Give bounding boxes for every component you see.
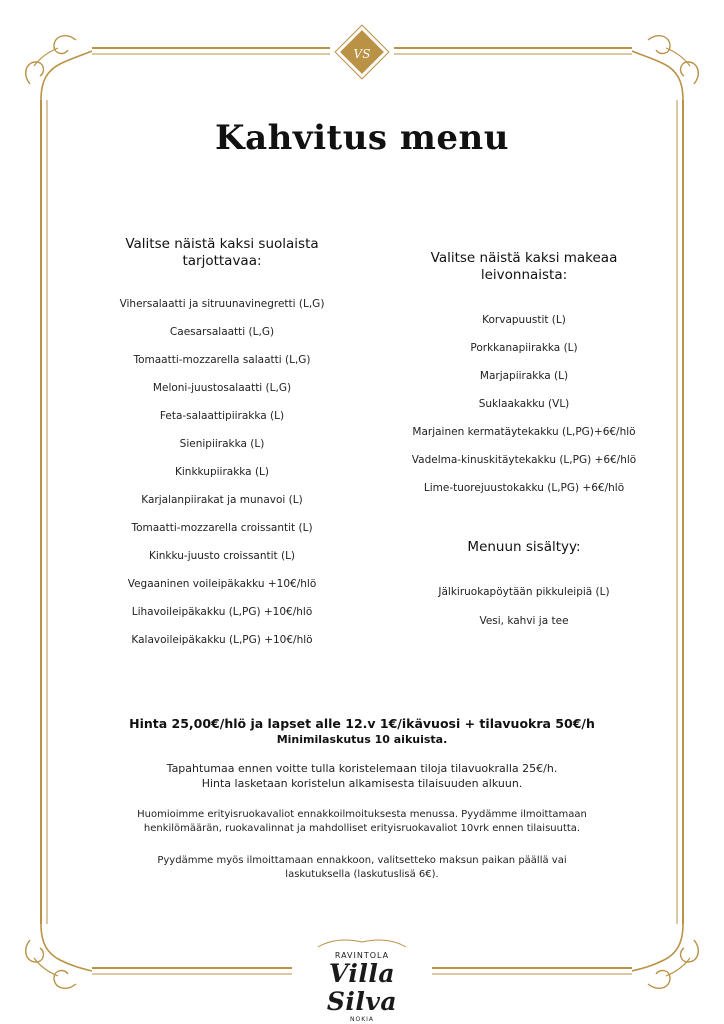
payment-text-line1: Pyydämme myös ilmoittamaan ennakkoon, valitsetteko maksun paikan päällä vai [157, 855, 567, 866]
savory-heading [60, 236, 384, 270]
list-item: Suklaakakku (VL) [478, 398, 570, 410]
list-item: Korvapuustit (L) [482, 314, 566, 326]
list-item: Tomaatti-mozzarella croissantit (L) [131, 522, 313, 534]
includes-heading: Menuun sisältyy: [467, 539, 581, 555]
savory-list [60, 290, 384, 654]
decor-text-line1: Tapahtumaa ennen voitte tulla koristelemaan tiloja tilavuokralla 25€/h. [166, 762, 558, 775]
diet-text-line2: henkilömäärän, ruokavalinnat ja mahdolliset erityisruokavaliot 10vrk ennen tilaisuutta. [143, 823, 581, 834]
list-item: Caesarsalaatti (L,G) [169, 326, 275, 338]
list-item: Vihersalaatti ja sitruunavinegretti (L,G) [119, 298, 325, 310]
decor-text-line2: Hinta lasketaan koristelun alkamisesta tilaisuuden alkuun. [201, 777, 523, 790]
list-item: Kinkku-juusto croissantit (L) [148, 550, 296, 562]
sweet-heading [362, 250, 686, 284]
list-item: Karjalanpiirakat ja munavoi (L) [141, 494, 303, 506]
brand-logo [290, 951, 434, 1023]
sweet-list [362, 306, 686, 502]
list-item: Feta-salaattipiirakka (L) [159, 410, 285, 422]
list-item: Marjapiirakka (L) [479, 370, 569, 382]
savory-heading-line2: tarjottavaa: [182, 253, 262, 269]
list-item: Vadelma-kinuskitäytekakku (L,PG) +6€/hlö [411, 454, 637, 466]
brand-location: NOKIA [349, 1016, 375, 1023]
list-item: Kinkkupiirakka (L) [175, 466, 269, 478]
list-item: Tomaatti-mozzarella salaatti (L,G) [133, 354, 311, 366]
list-item: Vegaaninen voileipäkakku +10€/hlö [127, 578, 317, 590]
list-item: Porkkanapiirakka (L) [470, 342, 578, 354]
list-item: Lime-tuorejuustokakku (L,PG) +6€/hlö [423, 482, 625, 494]
list-item: Marjainen kermatäytekakku (L,PG)+6€/hlö [412, 426, 636, 438]
page-title: Kahvitus menu [215, 118, 509, 158]
sweet-section [362, 250, 686, 636]
brand-prefix: RAVINTOLA [334, 951, 390, 960]
savory-heading-line1: Valitse näistä kaksi suolaista [125, 236, 319, 252]
brand-name: Villa Silva [326, 959, 398, 1016]
sweet-heading-line2: leivonnaista: [480, 267, 568, 283]
list-item: Sienipiirakka (L) [179, 438, 265, 450]
savory-section [60, 236, 384, 654]
list-item: Meloni-juustosalaatti (L,G) [152, 382, 292, 394]
list-item: Lihavoileipäkakku (L,PG) +10€/hlö [131, 606, 313, 618]
payment-text-line2: laskutuksella (laskutuslisä 6€). [285, 869, 439, 880]
sweet-heading-line1: Valitse näistä kaksi makeaa [430, 250, 618, 266]
list-item: Kalavoileipäkakku (L,PG) +10€/hlö [131, 634, 313, 646]
price-text: Hinta 25,00€/hlö ja lapset alle 12.v 1€/ikävuosi + tilavuokra 50€/h [129, 716, 595, 731]
diet-text-line1: Huomioimme erityisruokavaliot ennakkoilmoituksesta menussa. Pyydämme ilmoittamaan [137, 809, 587, 820]
list-item: Vesi, kahvi ja tee [479, 615, 569, 627]
minimum-text: Minimilaskutus 10 aikuista. [276, 733, 448, 746]
list-item: Jälkiruokapöytään pikkuleipiä (L) [438, 586, 610, 598]
monogram-logo: VS [353, 47, 371, 61]
includes-list [362, 578, 686, 636]
footer-info [40, 716, 684, 882]
